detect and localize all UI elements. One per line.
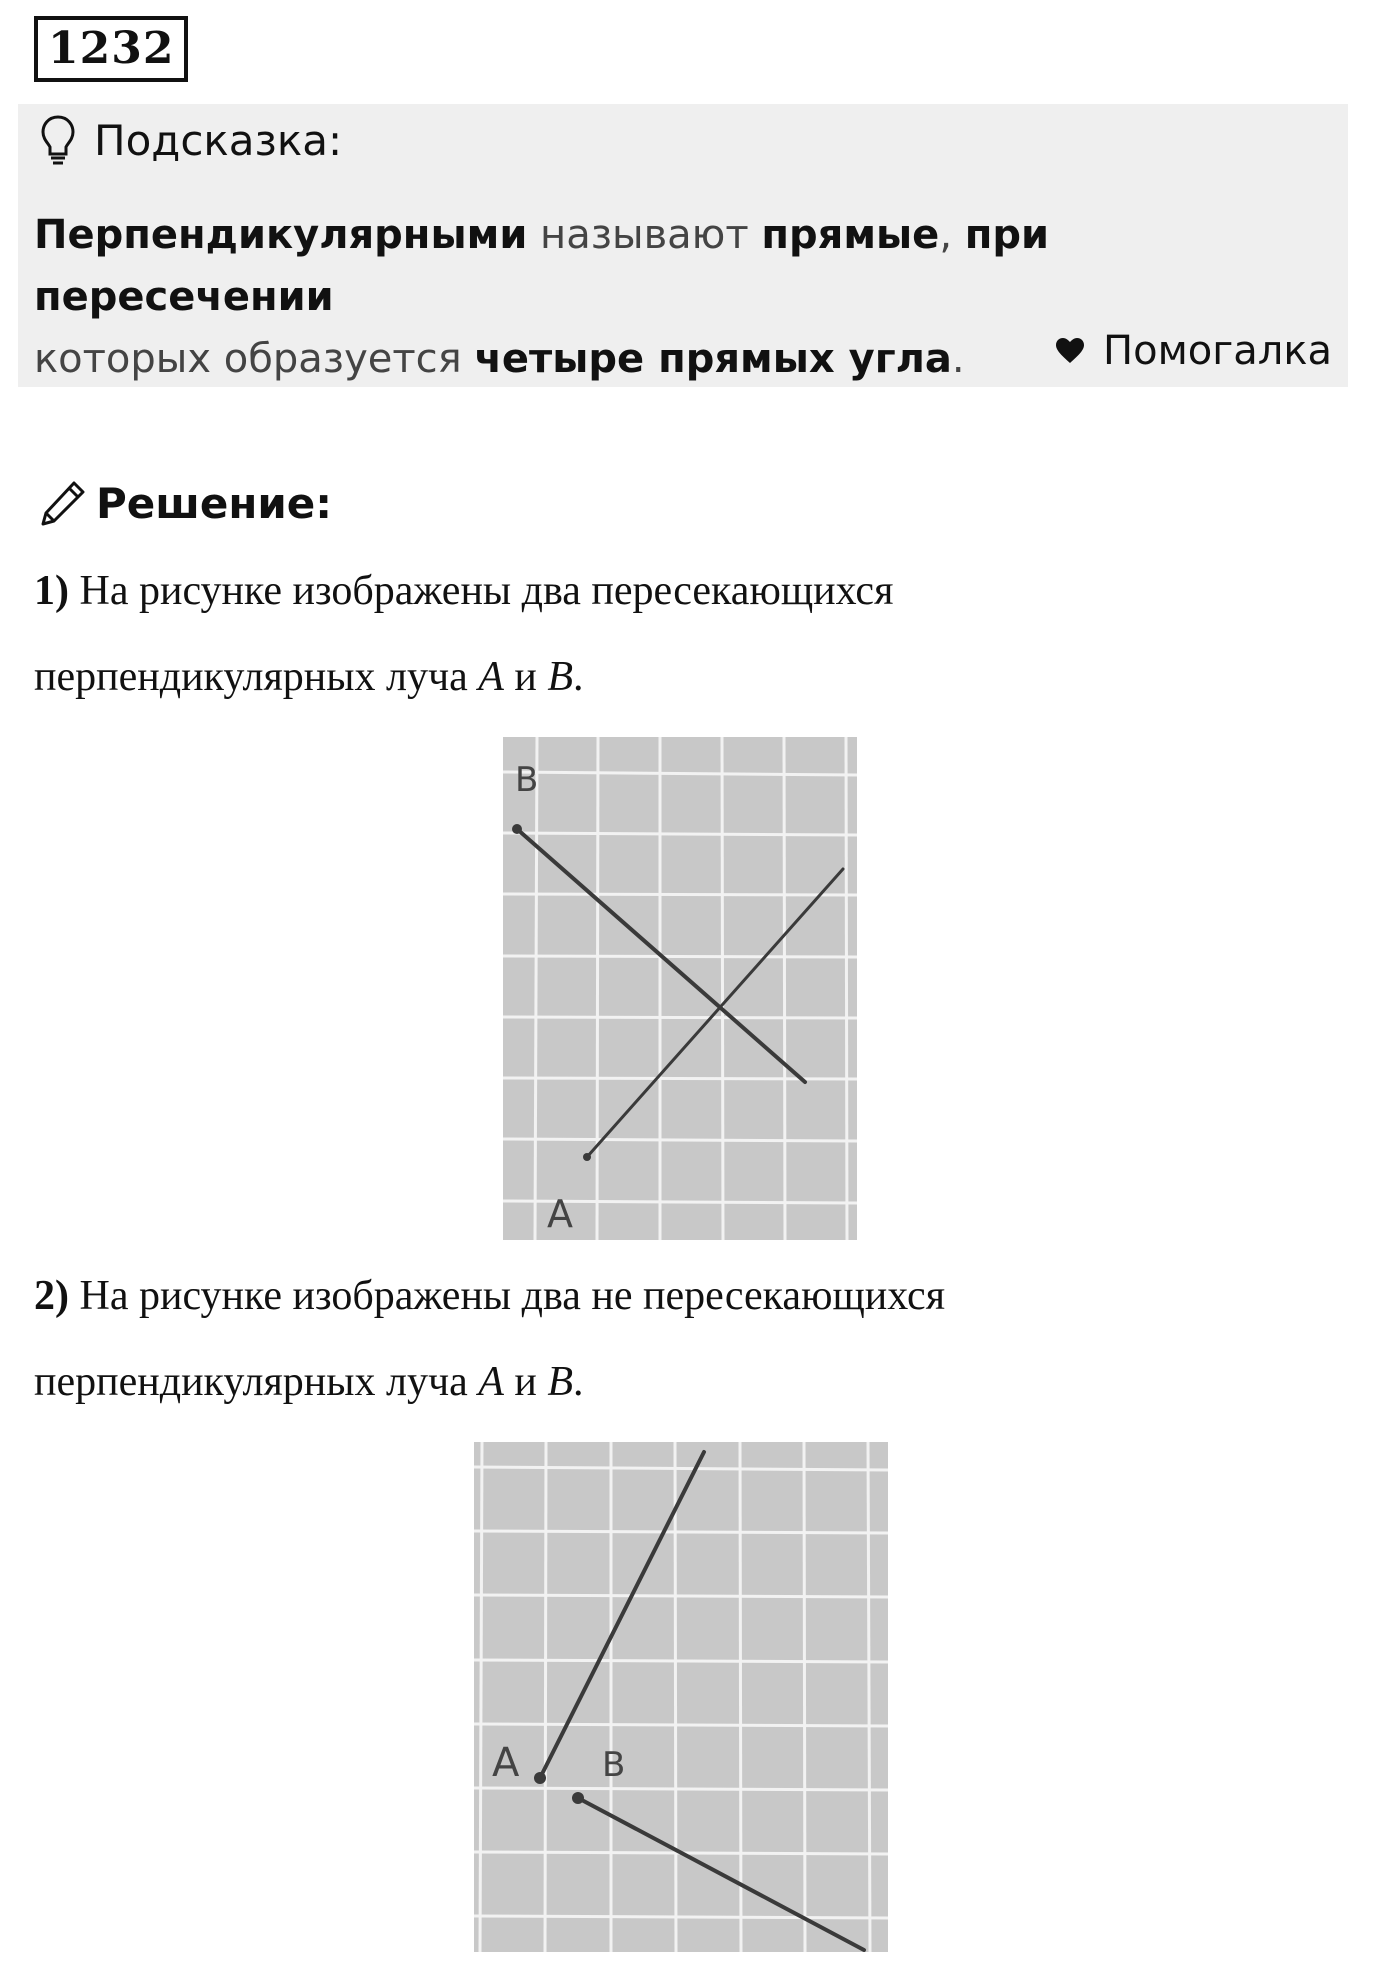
hint-text-part: . bbox=[951, 336, 965, 382]
item-text: . bbox=[573, 1359, 584, 1405]
hint-term-lines: прямые bbox=[761, 212, 940, 258]
figure-2-drawing bbox=[474, 1442, 888, 1952]
ray-b-label: B bbox=[547, 1359, 574, 1405]
figure-intersecting-rays bbox=[503, 737, 857, 1240]
hint-box bbox=[18, 104, 1348, 387]
figure-2-label-b: B bbox=[602, 1745, 626, 1785]
hint-term-intersection: при пересечении bbox=[34, 212, 1050, 320]
brand-name: Помогалка bbox=[1103, 328, 1332, 374]
item-text: перпендикулярных луча bbox=[34, 1359, 479, 1405]
lightbulb-icon bbox=[40, 114, 76, 166]
figure-non-intersecting-rays bbox=[474, 1442, 888, 1952]
item-text: . bbox=[573, 654, 584, 700]
ray-b-label: B bbox=[547, 654, 574, 700]
item-text: перпендикулярных луча bbox=[34, 654, 479, 700]
ray-a-label: A bbox=[478, 654, 504, 700]
hint-term-perpendicular: Перпендикулярными bbox=[34, 212, 528, 258]
task-number: 1232 bbox=[34, 16, 188, 82]
brand bbox=[1055, 328, 1332, 374]
item-text: На рисунке изображены два пересекающихся bbox=[69, 568, 894, 614]
item-text: На рисунке изображены два не пересекающихся bbox=[69, 1273, 946, 1319]
ray-a-label: A bbox=[478, 1359, 504, 1405]
item-number: 2) bbox=[34, 1273, 69, 1319]
hint-text-part: называют bbox=[527, 212, 762, 258]
heart-icon bbox=[1055, 337, 1085, 365]
solution-title: Решение: bbox=[96, 478, 333, 528]
item-number: 1) bbox=[34, 568, 69, 614]
solution-item-1 bbox=[34, 548, 1364, 720]
figure-1-label-a: A bbox=[547, 1192, 573, 1236]
hint-text-part: , bbox=[939, 212, 965, 258]
item-text: и bbox=[503, 654, 548, 700]
hint-header bbox=[40, 114, 342, 166]
figure-1-drawing bbox=[503, 737, 857, 1240]
hint-title: Подсказка: bbox=[94, 115, 343, 165]
figure-1-label-b: B bbox=[515, 760, 539, 800]
hint-term-right-angles: четыре прямых угла bbox=[474, 336, 952, 382]
solution-header bbox=[38, 478, 332, 528]
pencil-icon bbox=[38, 478, 88, 528]
figure-2-label-a: A bbox=[492, 1740, 520, 1786]
item-text: и bbox=[503, 1359, 548, 1405]
solution-item-2 bbox=[34, 1253, 1364, 1425]
hint-text-part: которых образуется bbox=[34, 336, 475, 382]
